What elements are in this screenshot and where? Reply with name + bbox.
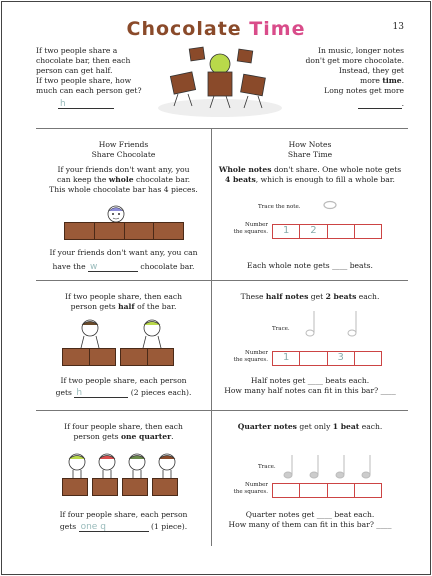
row3-right-bold-quarter-notes: Quarter notes [237,422,297,431]
row3-right-bold-1-beat: 1 beat [332,422,360,431]
beat-square[interactable] [328,225,355,238]
row1-left-text-line3: This whole chocolate bar has 4 pieces. [49,185,198,194]
row2-right-number-label [226,350,268,364]
row1-right-trace-label: Trace the note. [258,204,301,210]
row3-beat-squares [272,483,382,498]
row1-left-question-line1: If your friends don't want any, you can [49,248,198,257]
chocolate-characters-illustration [150,40,290,120]
row1-right-text [212,165,408,185]
row2-beat-squares [272,351,382,366]
row3-right-number-label [226,482,268,496]
row3-left-text-line2-end: . [171,432,174,441]
number-label-line2: the squares. [233,489,268,495]
intro-answer-blank[interactable] [58,99,114,109]
row2-left-text-line1: If two people share, then each [64,292,183,301]
beat-square[interactable] [355,225,381,238]
page-title [0,18,432,40]
whole-note-icon [320,200,340,210]
intro-right-line: more [360,76,383,85]
row1-beat-squares [272,224,382,239]
divider-column [211,128,212,546]
row3-left-text-line1: If four people share, then each [64,422,183,431]
row1-right-text-line1: don't share. One whole note gets [271,165,402,174]
row2-right-trace-label: Trace. [272,326,290,332]
quarter-bar-2 [92,478,118,496]
title-word-time: Time [249,18,306,40]
row3-right-text-mid: get only [296,422,333,431]
divider-row1 [36,128,408,129]
row2-left-text-line2-end: of the bar. [134,302,177,311]
row2-right-text-mid: get [308,292,326,301]
row2-left-answer-blank[interactable] [74,388,128,398]
row2-left-answer-handwriting: h [76,388,83,398]
row3-left-answer-handwriting: one q [80,522,106,532]
row2-left-question-post: (2 pieces each). [130,388,192,397]
number-label-line1: Number [245,482,268,488]
row3-right-question [212,510,408,530]
row1-right-heading [212,140,408,160]
row2-right-text-post: each. [356,292,380,301]
half-notes-icon [300,308,380,338]
row1-left-question-post: chocolate bar. [140,262,195,271]
intro-left-line: If two people share, how [36,76,132,85]
beat-square[interactable]: 1 [273,225,300,238]
row2-right-question [212,376,408,396]
row3-left-bold-one-quarter: one quarter [120,432,172,441]
row1-right-number-label [226,222,268,236]
row1-right-heading-line1: How Notes [288,140,332,149]
row3-right-question-line2: How many of them can fit in this bar? ____ [228,520,392,529]
intro-right-line: Instead, they get [338,66,404,75]
row2-left-bold-half: half [118,302,135,311]
row1-left-question-pre: have the [52,262,86,271]
page-number: 13 [392,22,404,32]
quarter-notes-icon [282,452,382,480]
row3-right-text [212,422,408,432]
row3-left-text-line2: person gets [73,432,121,441]
intro-right-period: . [401,76,404,85]
number-label-line2: the squares. [233,357,268,363]
row1-left-heading [36,140,211,160]
beat-square[interactable] [300,484,327,497]
intro-right-blank[interactable] [358,99,402,109]
quarter-bar-1 [62,478,88,496]
row1-left-bold-whole: whole [108,175,134,184]
row1-left-heading-line2: Share Chocolate [91,150,156,159]
beat-square[interactable] [273,484,300,497]
row3-left-question [36,510,211,532]
row3-left-text [36,422,211,442]
intro-left-line: If two people share a [36,46,118,55]
intro-right-bold-time: time [382,76,402,85]
row1-right-text-line2: , which is enough to fill a whole bar. [255,175,395,184]
row1-left-text-line2-end: chocolate bar. [133,175,191,184]
row2-right-bold-half-notes: half notes [265,292,309,301]
row2-left-question-line1: If two people share, each person [60,376,187,385]
beat-square[interactable] [328,484,355,497]
row2-left-text [36,292,211,312]
row2-right-text-pre: These [240,292,266,301]
row1-left-text-line1: If your friends don't want any, you [57,165,190,174]
intro-left-line: person can get half. [36,66,113,75]
number-label-line2: the squares. [233,229,268,235]
row3-left-question-pre: gets [59,522,77,531]
row3-left-answer-blank[interactable] [79,522,149,532]
row1-left-question [36,248,211,272]
row1-left-text-line2: can keep the [56,175,109,184]
intro-right-line: In music, longer notes [318,46,404,55]
whole-chocolate-bar [64,222,184,240]
beat-square[interactable] [355,352,381,365]
friend-face-icon [106,204,126,224]
row1-right-question: Each whole note gets ____ beats. [247,261,373,270]
row1-left-answer-handwriting: w [90,262,98,272]
intro-right-text: In music, longer notes don't get more chocolate. Instead, they get more time. Long notes get more . [284,46,404,109]
row1-right-bold-4-beats: 4 beats [225,175,256,184]
intro-right-line: don't get more chocolate. [305,56,404,65]
intro-left-line: much can each person get? [36,86,142,95]
title-word-chocolate: Chocolate [126,18,242,40]
beat-square[interactable] [355,484,381,497]
number-label-line1: Number [245,222,268,228]
row1-right-bold-whole-notes: Whole notes [218,165,272,174]
row2-left-question [36,376,211,398]
row3-right-text-post: each. [359,422,383,431]
quarter-bar-3 [122,478,148,496]
row1-right-heading-line2: Share Time [287,150,333,159]
row3-right-trace-label: Trace. [258,464,276,470]
half-bar-left [62,348,116,366]
divider-row2 [36,280,408,281]
half-bar-right [120,348,174,366]
intro-right-line: Long notes get more [324,86,404,95]
row3-right-question-line1: Quarter notes get ____ beat each. [245,510,375,519]
intro-answer-handwriting: h [60,99,66,109]
beat-square[interactable]: 1 [273,352,300,365]
number-label-line1: Number [245,350,268,356]
row3-left-question-line1: If four people share, each person [59,510,188,519]
row3-left-question-post: (1 piece). [151,522,188,531]
intro-left-text [36,46,156,109]
row2-right-question-line2: How many half notes can fit in this bar? ____ [224,386,396,395]
row2-right-bold-2-beats: 2 beats [325,292,357,301]
row1-left-answer-blank[interactable] [88,262,138,272]
row1-left-heading-line1: How Friends [98,140,149,149]
row1-left-text [36,165,211,195]
beat-square[interactable] [300,352,327,365]
divider-row3 [36,410,408,411]
row2-left-question-pre: gets [55,388,72,397]
row2-left-text-line2: person gets [70,302,119,311]
quarter-bar-4 [152,478,178,496]
intro-left-line: chocolate bar, then each [36,56,131,65]
beat-square[interactable]: 2 [300,225,327,238]
row2-right-text [212,292,408,302]
beat-square[interactable]: 3 [328,352,355,365]
row2-right-question-line1: Half notes get ____ beats each. [250,376,370,385]
